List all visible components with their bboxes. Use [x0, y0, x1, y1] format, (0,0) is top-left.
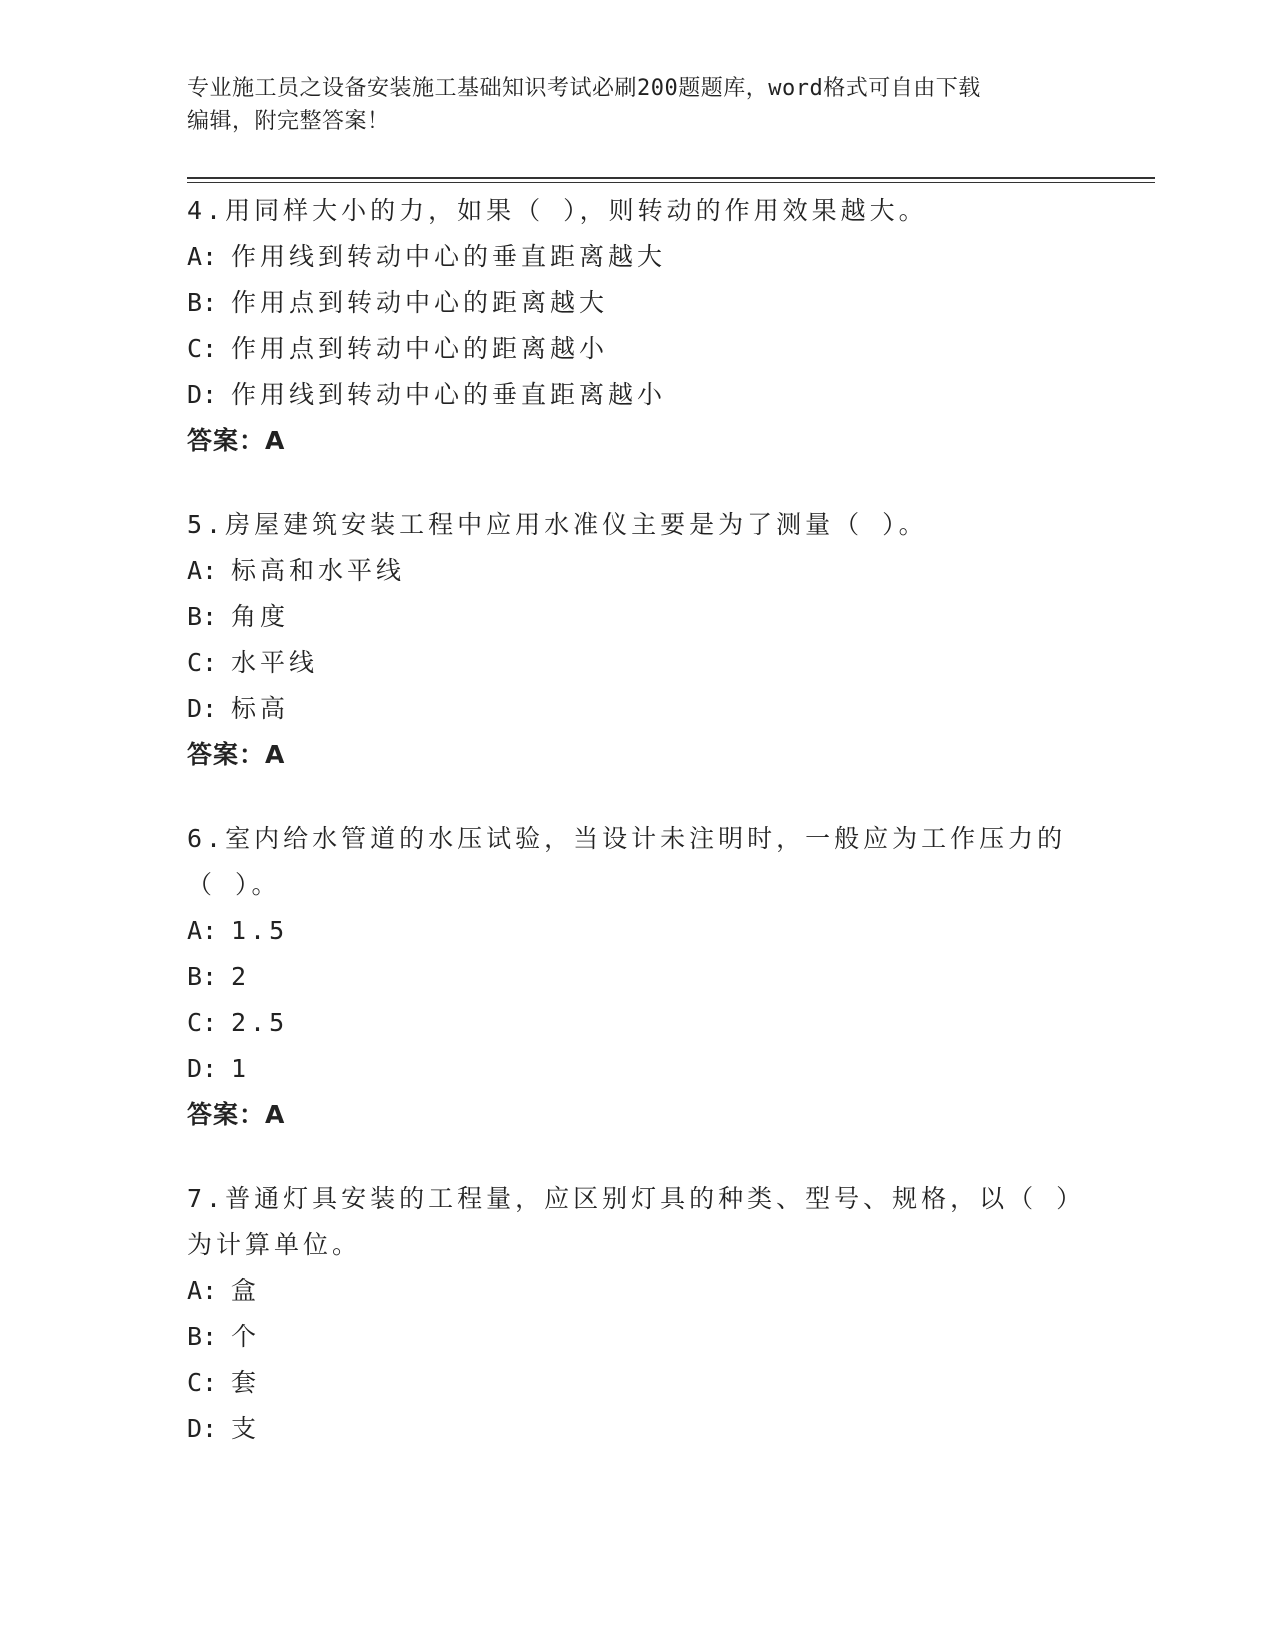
document-header	[187, 72, 1067, 138]
option-a	[187, 234, 1087, 280]
option-c	[187, 326, 1087, 372]
option-c	[187, 640, 1087, 686]
option-b	[187, 954, 1087, 1000]
answer-line	[187, 418, 1087, 464]
header-divider-thin	[187, 182, 1155, 183]
option-a	[187, 908, 1087, 954]
option-d	[187, 686, 1087, 732]
option-text: 1	[231, 1054, 251, 1083]
option-key: B:	[187, 962, 218, 991]
option-b	[187, 1314, 1087, 1360]
question-4	[187, 188, 1087, 464]
option-text: 作用线到转动中心的垂直距离越大	[231, 242, 667, 271]
option-key: B:	[187, 1322, 218, 1351]
answer-label: 答案：	[187, 740, 266, 769]
question-text: 7.普通灯具安装的工程量，应区别灯具的种类、型号、规格，以（ ）为计算单位。	[187, 1184, 1086, 1259]
option-text: 套	[231, 1368, 261, 1397]
option-text: 作用点到转动中心的距离越小	[231, 334, 609, 363]
option-a	[187, 1268, 1087, 1314]
question-text: 4.用同样大小的力，如果（ ），则转动的作用效果越大。	[187, 196, 928, 225]
option-key: D:	[187, 380, 218, 409]
option-text: 个	[231, 1322, 261, 1351]
answer-line	[187, 1092, 1087, 1138]
option-text: 作用线到转动中心的垂直距离越小	[231, 380, 667, 409]
header-line-1: 专业施工员之设备安装施工基础知识考试必刷200题题库，word格式可自由下载	[187, 76, 981, 101]
option-key: A:	[187, 1276, 218, 1305]
option-d	[187, 372, 1087, 418]
header-divider	[187, 177, 1155, 179]
option-text: 盒	[231, 1276, 261, 1305]
answer-line	[187, 732, 1087, 778]
option-a	[187, 548, 1087, 594]
answer-value: A	[265, 426, 289, 455]
option-c	[187, 1000, 1087, 1046]
option-d	[187, 1046, 1087, 1092]
question-7	[187, 1176, 1087, 1452]
question-text: 5.房屋建筑安装工程中应用水准仪主要是为了测量（ ）。	[187, 510, 928, 539]
answer-value: A	[265, 1100, 289, 1129]
option-d	[187, 1406, 1087, 1452]
option-key: C:	[187, 1008, 218, 1037]
question-5	[187, 502, 1087, 778]
option-text: 支	[231, 1414, 261, 1443]
option-key: C:	[187, 1368, 218, 1397]
option-text: 标高和水平线	[231, 556, 406, 585]
answer-label: 答案：	[187, 426, 266, 455]
option-b	[187, 280, 1087, 326]
option-text: 2.5	[231, 1008, 289, 1037]
option-key: A:	[187, 242, 218, 271]
option-key: C:	[187, 648, 218, 677]
option-key: B:	[187, 288, 218, 317]
option-key: D:	[187, 1414, 218, 1443]
option-b	[187, 594, 1087, 640]
option-key: D:	[187, 1054, 218, 1083]
option-key: B:	[187, 602, 218, 631]
option-key: A:	[187, 556, 218, 585]
option-text: 标高	[231, 694, 290, 723]
option-text: 2	[231, 962, 251, 991]
option-key: D:	[187, 694, 218, 723]
option-text: 角度	[231, 602, 290, 631]
option-text: 水平线	[231, 648, 319, 677]
answer-value: A	[265, 740, 289, 769]
header-line-2: 编辑，附完整答案！	[187, 109, 390, 134]
question-list	[187, 188, 1087, 1472]
option-key: A:	[187, 916, 218, 945]
question-6	[187, 816, 1087, 1138]
answer-label: 答案：	[187, 1100, 266, 1129]
option-key: C:	[187, 334, 218, 363]
option-c	[187, 1360, 1087, 1406]
option-text: 作用点到转动中心的距离越大	[231, 288, 609, 317]
question-text: 6.室内给水管道的水压试验，当设计未注明时，一般应为工作压力的（ ）。	[187, 824, 1067, 899]
option-text: 1.5	[231, 916, 289, 945]
